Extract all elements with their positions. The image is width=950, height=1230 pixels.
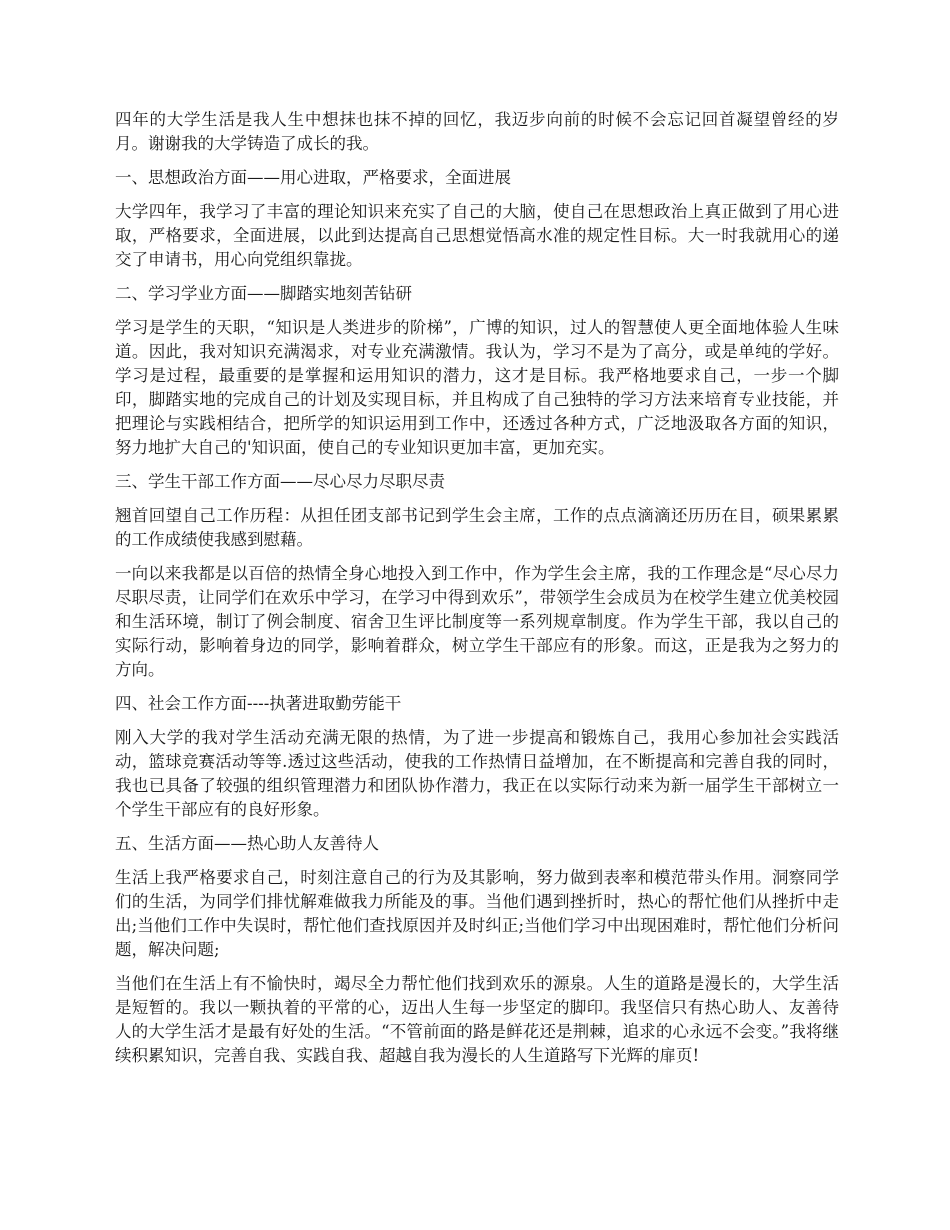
section-heading-life: 五、生活方面——热心助人友善待人 <box>115 834 379 853</box>
section-heading-study: 二、学习学业方面——脚踏实地刻苦钻研 <box>115 284 412 303</box>
paragraph-life-1: 生活上我严格要求自己，时刻注意自己的行为及其影响，努力做到表率和模范带头作用。洞察同学们的生活，为同学们排忧解难做我力所能及的事。当他们遇到挫折时，热心的帮忙他们从挫折中走出;当他们工作中失误时，帮忙他们查找原因并及时纠正;当他们学习中出现困难时，帮忙他们分析问题，解决问题; <box>115 868 839 959</box>
paragraph-student-cadre-1: 翘首回望自己工作历程：从担任团支部书记到学生会主席，工作的点点滴滴还历历在目，硕果累累的工作成绩使我感到慰藉。 <box>115 506 839 549</box>
paragraph-student-cadre-2: 一向以来我都是以百倍的热情全身心地投入到工作中，作为学生会主席，我的工作理念是“尽心尽力尽职尽责，让同学们在欢乐中学习，在学习中得到欢乐”，带领学生会成员为在校学生建立优美校园和生活环境，制订了例会制度、宿舍卫生评比制度等一系列规章制度。作为学生干部，我以自己的实际行动，影响着身边的同学，影响着群众，树立学生干部应有的形象。而这，正是我为之努力的方向。 <box>115 564 839 679</box>
intro-paragraph: 四年的大学生活是我人生中想抹也抹不掉的回忆，我迈步向前的时候不会忘记回首凝望曾经的岁月。谢谢我的大学铸造了成长的我。 <box>115 110 839 153</box>
paragraph-study: 学习是学生的天职，“知识是人类进步的阶梯”，广博的知识，过人的智慧使人更全面地体验人生味道。因此，我对知识充满渴求，对专业充满激情。我认为，学习不是为了高分，或是单纯的学好。学习是过程，最重要的是掌握和运用知识的潜力，这才是目标。我严格地要求自己，一步一个脚印，脚踏实地的完成自己的计划及实现目标，并且构成了自己独特的学习方法来培育专业技能，并把理论与实践相结合，把所学的知识运用到工作中，还透过各种方式，广泛地汲取各方面的知识，努力地扩大自己的'知识面，使自己的专业知识更加丰富，更加充实。 <box>115 318 839 457</box>
paragraph-social-work: 刚入大学的我对学生活动充满无限的热情，为了进一步提高和锻炼自己，我用心参加社会实践活动，篮球竞赛活动等等.透过这些活动，使我的工作热情日益增加，在不断提高和完善自我的同时，我也已具备了较强的组织管理潜力和团队协作潜力，我正在以实际行动来为新一届学生干部树立一个学生干部应有的良好形象。 <box>115 728 839 819</box>
section-heading-student-cadre: 三、学生干部工作方面——尽心尽力尽职尽责 <box>115 472 445 491</box>
paragraph-political: 大学四年，我学习了丰富的理论知识来充实了自己的大脑，使自己在思想政治上真正做到了用心进取，严格要求，全面进展，以此到达提高自己思想觉悟高水准的规定性目标。大一时我就用心的递交了申请书，用心向党组织靠拢。 <box>115 202 839 269</box>
section-heading-political: 一、思想政治方面——用心进取，严格要求，全面进展 <box>115 168 511 187</box>
document-body <box>115 108 839 1078</box>
section-heading-social-work: 四、社会工作方面----执著进取勤劳能干 <box>115 694 402 713</box>
paragraph-life-2: 当他们在生活上有不愉快时，竭尽全力帮忙他们找到欢乐的源泉。人生的道路是漫长的，大学生活是短暂的。我以一颗执着的平常的心，迈出人生每一步坚定的脚印。我坚信只有热心助人、友善待人的大学生活才是最有好处的生活。“不管前面的路是鲜花还是荆棘，追求的心永远不会变。”我将继续积累知识，完善自我、实践自我、超越自我为漫长的人生道路写下光辉的扉页! <box>115 974 839 1065</box>
